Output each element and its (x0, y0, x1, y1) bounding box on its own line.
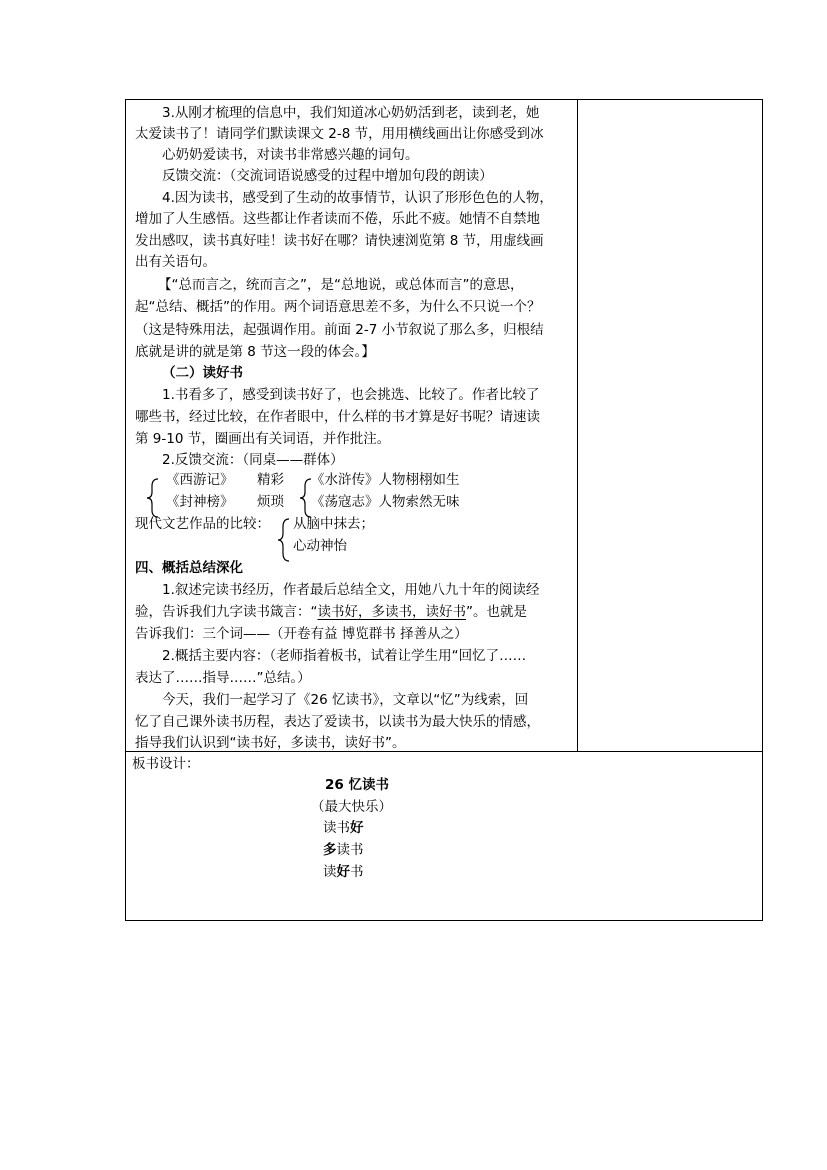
note-line-4: 底就是讲的就是第 8 节这一段的体会。】 (135, 344, 375, 360)
board-line-1-a: 读书 (323, 820, 350, 836)
book-xiyouji-comment: 精彩 (257, 472, 284, 488)
board-line-2-b: 读书 (336, 842, 364, 858)
book-fengshenbang-comment: 烦琐 (257, 494, 284, 510)
para-4-line-4: 出有关语句。 (135, 254, 216, 270)
modern-works-item-1: 从脑中抹去； (293, 516, 374, 532)
book-fengshenbang: 《封神榜》 (166, 494, 234, 510)
board-line-3-c: 书 (350, 864, 364, 880)
board-line-1 (323, 818, 364, 838)
s4-para-1-line-3: 告诉我们：三个词——（开卷有益 博览群书 择善从之） (135, 626, 468, 642)
para-4-line-1: 4.因为读书，感受到了生动的故事情节，认识了形形色色的人物， (162, 190, 553, 206)
book-xiyouji: 《西游记》 (166, 472, 234, 488)
s4-para-2-line-2: 表达了……指导……”总结。） (135, 670, 311, 686)
board-design-label: 板书设计： (132, 756, 200, 772)
closing-line-1: 今天，我们一起学习了《26 忆读书》，文章以“忆”为线索，回 (162, 692, 529, 708)
column-divider (577, 99, 578, 751)
modern-works-label: 现代文艺作品的比较： (135, 516, 270, 532)
para-4-line-2: 增加了人生感悟。这些都让作者读而不倦，乐此不疲。她情不自禁地 (135, 211, 540, 227)
para-3-line-2: 太爱读书了！请同学们默读课文 2-8 节，用用横线画出让你感受到冰 (135, 126, 544, 142)
s2-para-1-line-2: 哪些书，经过比较，在作者眼中，什么样的书才算是好书呢？请速读 (135, 409, 540, 425)
s4-motto-underlined: 读书好，多读书，读好书 (317, 604, 466, 620)
s2-para-1-line-1: 1.书看多了，感受到读书好了，也会挑选、比较了。作者比较了 (162, 387, 540, 403)
board-subtitle: （最大快乐） (311, 799, 392, 815)
para-3-line-3: 心奶奶爱读书，对读书非常感兴趣的词句。 (162, 147, 419, 163)
para-3-line-1: 3.从刚才梳理的信息中，我们知道冰心奶奶活到老，读到老，她 (162, 105, 540, 121)
board-line-3-b: 好 (336, 864, 350, 880)
para-4-line-3: 发出感叹，读书真好哇！读书好在哪？请快速浏览第 8 节，用虚线画 (135, 233, 544, 249)
modern-brace (277, 518, 291, 562)
modern-works-item-2: 心动神怡 (293, 538, 347, 554)
board-line-1-b: 好 (350, 820, 364, 836)
board-line-3 (323, 862, 364, 882)
board-line-2 (323, 840, 364, 860)
left-brace (146, 478, 160, 518)
s4-motto-prefix: 验，告诉我们九字读书箴言：“ (135, 604, 318, 620)
s2-para-1-line-3: 第 9-10 节，圈画出有关词语，并作批注。 (135, 431, 391, 447)
section-2-title: （二）读好书 (162, 365, 243, 381)
section-4-title: 四、概括总结深化 (135, 560, 243, 576)
book-shuihuzhuan: 《水浒传》人物栩栩如生 (311, 472, 460, 488)
s4-para-1-line-1: 1.叙述完读书经历，作者最后总结全文，用她八九十年的阅读经 (162, 582, 540, 598)
note-line-1: 【“总而言之，统而言之”，是“总地说，或总体而言”的意思， (158, 277, 524, 293)
feedback-1: 反馈交流：（交流词语说感受的过程中增加句段的朗读） (162, 168, 493, 184)
book-dangkouzhi: 《荡寇志》人物索然无味 (311, 494, 460, 510)
s2-para-2: 2.反馈交流：（同桌——群体） (162, 452, 344, 468)
note-line-3: （这是特殊用法，起强调作用。前面 2-7 小节叙说了那么多，归根结 (135, 322, 544, 338)
board-line-2-a: 多 (323, 842, 337, 858)
board-title: 26 忆读书 (325, 777, 389, 793)
closing-line-2: 忆了自己课外读书历程，表达了爱读书，以读书为最大快乐的情感， (135, 714, 540, 730)
s4-motto-suffix: ”。也就是 (466, 604, 527, 620)
note-line-2: 起“总结、概括”的作用。两个词语意思差不多，为什么不只说一个？ (135, 299, 541, 315)
s4-para-1-line-2 (135, 602, 527, 622)
board-line-3-a: 读 (323, 864, 337, 880)
s4-para-2-line-1: 2.概括主要内容：（老师指着板书，试着让学生用“回忆了…… (162, 648, 527, 664)
closing-line-3: 指导我们认识到“读书好，多读书，读好书”。 (135, 735, 406, 751)
